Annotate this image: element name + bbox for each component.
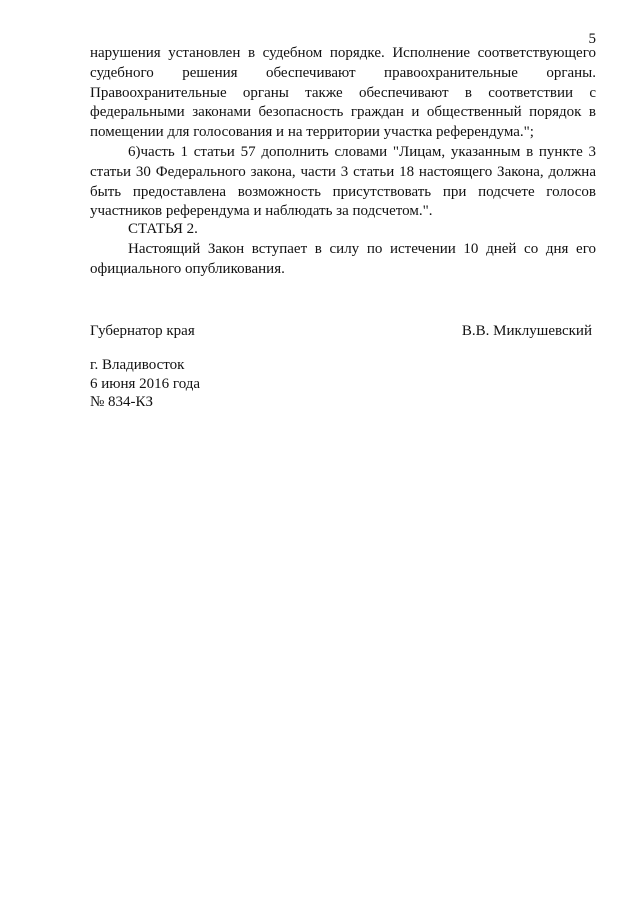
article-2-title: СТАТЬЯ 2. — [128, 221, 198, 237]
law-number: № 834-КЗ — [90, 394, 154, 410]
signature-row — [90, 322, 592, 341]
article-2-text: Настоящий Закон вступает в силу по истечении 10 дней со дня его официального опубликования. — [90, 240, 596, 277]
document-body — [90, 44, 596, 222]
paragraph-continuation: нарушения установлен в судебном порядке. Исполнение соответствующего судебного решения обеспечивают правоохранительные органы. Правоохранительные органы также обеспечивают в соответствии с федеральными законами безопасность граждан и общественный порядок в помещении для голосования и на территории участка референдума."; — [90, 45, 596, 141]
date: 6 июня 2016 года — [90, 375, 201, 392]
article-2 — [90, 220, 596, 279]
signatory-name: В.В. Миклушевский — [461, 323, 592, 339]
place-date-number — [90, 356, 200, 412]
paragraph-item-6: 6)часть 1 статьи 57 дополнить словами "Лицам, указанным в пункте 3 статьи 30 Федерального закона, части 3 статьи 18 настоящего Закона, должна быть предоставлена возможность присутствовать при подсчете голосов участников референдума и наблюдать за подсчетом.". — [90, 143, 596, 220]
city: г. Владивосток — [90, 357, 185, 373]
page-number: 5 — [588, 31, 596, 47]
signatory-position: Губернатор края — [90, 323, 195, 339]
